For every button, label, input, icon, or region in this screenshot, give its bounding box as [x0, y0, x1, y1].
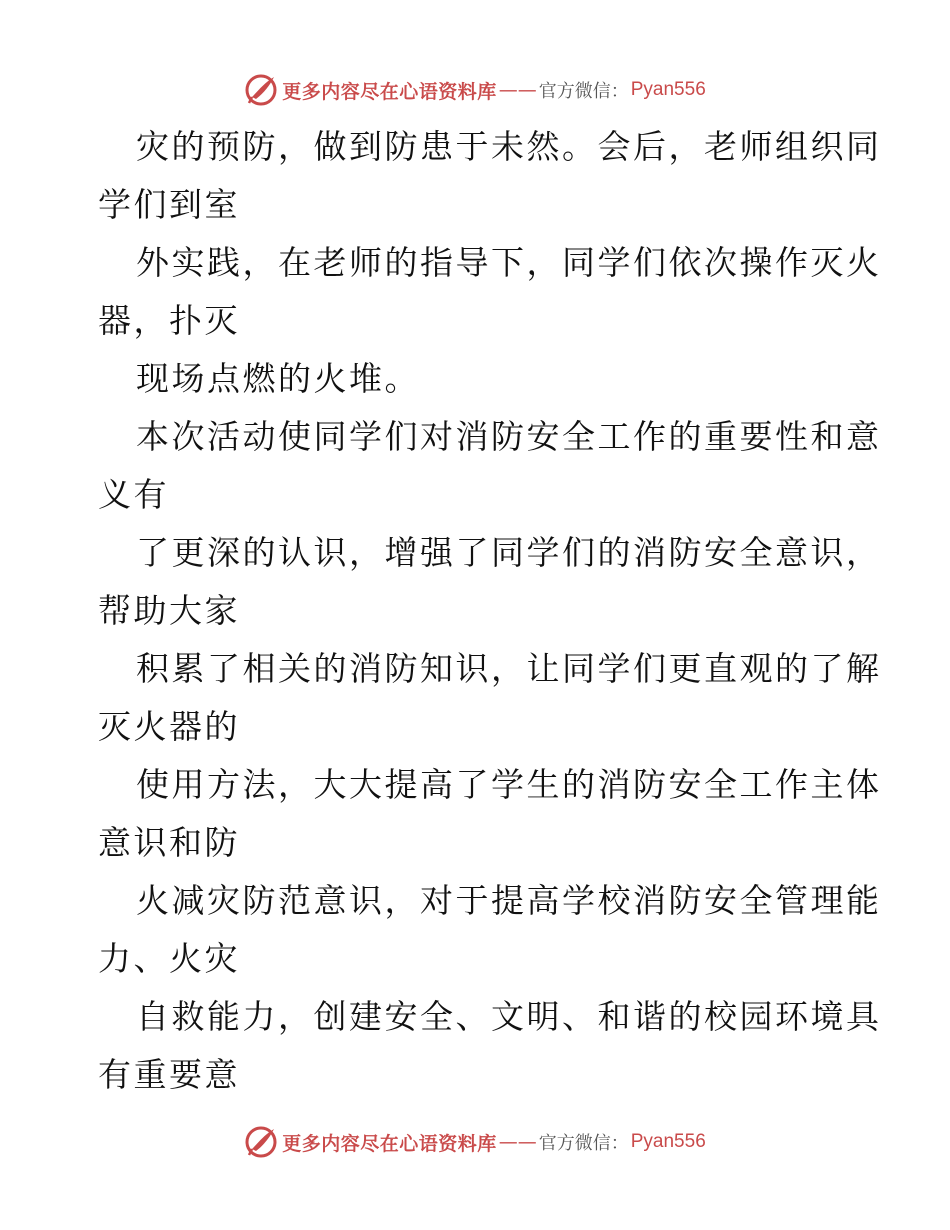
- wechat-id: Pyan556: [630, 79, 706, 100]
- text-line: 意识和防: [98, 823, 240, 862]
- text-line: 义有: [98, 475, 169, 514]
- site-name: 更多内容尽在心语资料库: [282, 80, 497, 103]
- separator-dash: ——: [498, 1131, 537, 1153]
- text-line: 有重要意: [98, 1055, 240, 1094]
- text-line: 力、火灾: [98, 939, 240, 978]
- body-text: [98, 118, 882, 1104]
- header-banner: [0, 70, 950, 110]
- site-name: 更多内容尽在心语资料库: [282, 1132, 497, 1155]
- separator-dash: ——: [498, 79, 537, 101]
- quill-pen-logo-icon: [244, 73, 278, 107]
- text-line: 现场点燃的火堆。: [136, 359, 420, 398]
- quill-pen-logo-icon: [244, 1125, 278, 1159]
- text-line: 器，扑灭: [98, 301, 240, 340]
- text-line: 外实践，在老师的指导下，同学们依次操作灭火: [136, 243, 882, 282]
- wechat-label: 官方微信：: [538, 1133, 629, 1154]
- text-line: 火减灾防范意识，对于提高学校消防安全管理能: [136, 881, 882, 920]
- wechat-label: 官方微信：: [538, 81, 629, 102]
- text-line: 帮助大家: [98, 591, 240, 630]
- text-line: 灾的预防，做到防患于未然。会后，老师组织同: [136, 127, 882, 166]
- text-line: 自救能力，创建安全、文明、和谐的校园环境具: [136, 997, 882, 1036]
- text-line: 积累了相关的消防知识，让同学们更直观的了解: [136, 649, 882, 688]
- text-line: 灭火器的: [98, 707, 240, 746]
- text-line: 本次活动使同学们对消防安全工作的重要性和意: [136, 417, 882, 456]
- text-line: 使用方法，大大提高了学生的消防安全工作主体: [136, 765, 882, 804]
- wechat-id: Pyan556: [630, 1131, 706, 1152]
- footer-banner: [0, 1122, 950, 1162]
- text-line: 了更深的认识，增强了同学们的消防安全意识，: [136, 533, 882, 572]
- text-line: 学们到室: [98, 185, 240, 224]
